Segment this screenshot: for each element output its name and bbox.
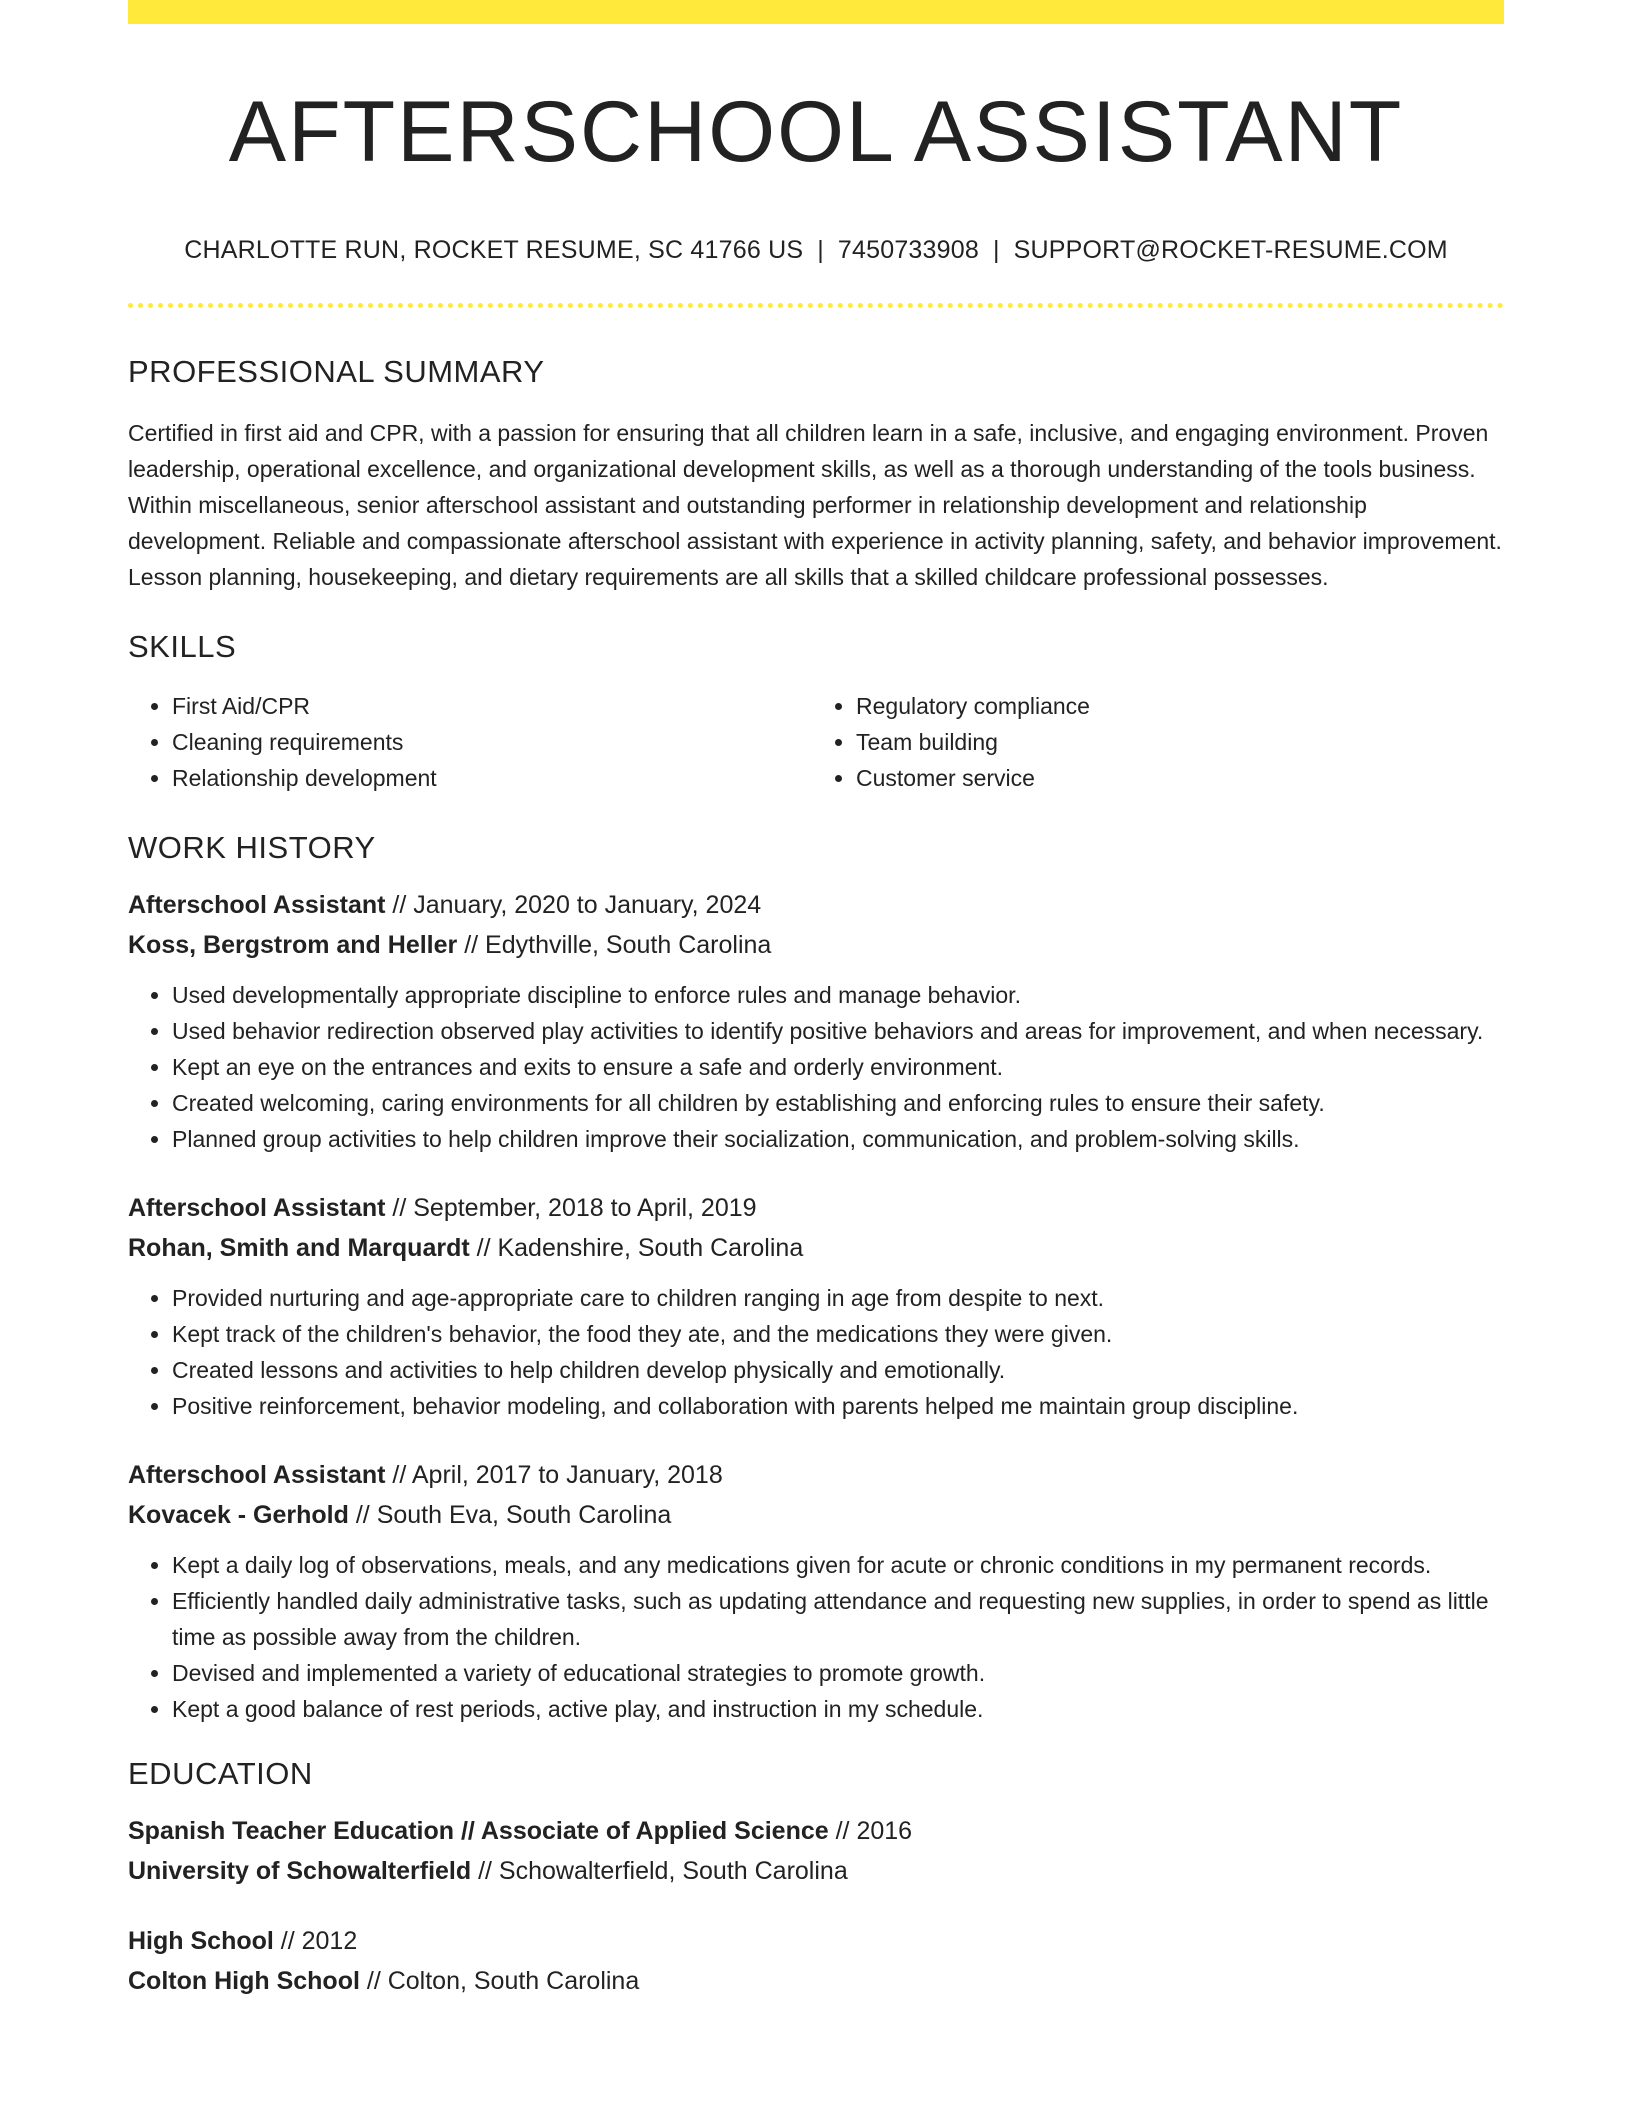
accent-bar xyxy=(128,0,1504,24)
job-title: Afterschool Assistant xyxy=(128,891,386,920)
education-degree: High School xyxy=(128,1927,274,1956)
skill-item: • Team building xyxy=(856,724,1486,760)
job-title: Afterschool Assistant xyxy=(128,1461,386,1490)
dotted-divider xyxy=(128,303,1504,308)
contact-email: SUPPORT@ROCKET-RESUME.COM xyxy=(1013,236,1448,265)
job-company: Koss, Bergstrom and Heller xyxy=(128,931,458,960)
job-company: Kovacek - Gerhold xyxy=(128,1501,349,1530)
job-dates: // September, 2018 to April, 2019 xyxy=(385,1194,757,1223)
education-entry xyxy=(128,1811,1504,1891)
contact-line xyxy=(128,234,1504,267)
education-school-line xyxy=(128,1961,1504,2001)
resume-page xyxy=(128,0,1504,2001)
education-heading: EDUCATION xyxy=(128,1756,313,1792)
skills-heading: SKILLS xyxy=(128,628,237,664)
job-bullet: • Used behavior redirection observed play activities to identify positive behaviors and areas for improvement, and when necessary. xyxy=(172,1013,1504,1049)
skill-item: • First Aid/CPR xyxy=(172,688,812,724)
skills-column-right xyxy=(812,688,1486,796)
job-title-line xyxy=(128,1455,1504,1495)
job-title: Afterschool Assistant xyxy=(128,1194,386,1223)
education-school-line xyxy=(128,1851,1504,1891)
job-entry xyxy=(128,1188,1504,1424)
education-location: // Colton, South Carolina xyxy=(359,1967,640,1996)
contact-address: CHARLOTTE RUN, ROCKET RESUME, SC 41766 US xyxy=(184,236,804,265)
skills-column-left xyxy=(128,688,812,796)
job-entry xyxy=(128,1455,1504,1727)
education-degree-line xyxy=(128,1811,1504,1851)
skill-item: • Regulatory compliance xyxy=(856,688,1486,724)
education-school: University of Schowalterfield xyxy=(128,1857,472,1886)
job-location: // South Eva, South Carolina xyxy=(348,1501,672,1530)
work-history-heading: WORK HISTORY xyxy=(128,830,376,866)
education-year: // 2016 xyxy=(828,1817,913,1846)
job-bullet: • Kept an eye on the entrances and exits to ensure a safe and orderly environment. xyxy=(172,1049,1504,1085)
summary-heading: PROFESSIONAL SUMMARY xyxy=(128,353,545,389)
job-company: Rohan, Smith and Marquardt xyxy=(128,1234,470,1263)
job-bullet: • Kept a daily log of observations, meals, and any medications given for acute or chronic conditions in my permanent records. xyxy=(172,1547,1504,1583)
job-bullet: • Provided nurturing and age-appropriate care to children ranging in age from despite to next. xyxy=(172,1280,1504,1316)
education-degree: Spanish Teacher Education // Associate of Applied Science xyxy=(128,1817,829,1846)
job-company-line xyxy=(128,925,1504,965)
education-school: Colton High School xyxy=(128,1967,360,1996)
education-degree-line xyxy=(128,1921,1504,1961)
job-company-line xyxy=(128,1228,1504,1268)
job-location: // Edythville, South Carolina xyxy=(457,931,772,960)
job-bullets xyxy=(128,1280,1504,1424)
job-bullet: • Kept track of the children's behavior, the food they ate, and the medications they were given. xyxy=(172,1316,1504,1352)
skill-item: • Cleaning requirements xyxy=(172,724,812,760)
contact-separator: | xyxy=(817,236,824,265)
job-bullets xyxy=(128,977,1504,1157)
job-bullet: • Positive reinforcement, behavior modeling, and collaboration with parents helped me maintain group discipline. xyxy=(172,1388,1504,1424)
job-bullet: • Used developmentally appropriate discipline to enforce rules and manage behavior. xyxy=(172,977,1504,1013)
skill-item: • Relationship development xyxy=(172,760,812,796)
job-bullet: • Kept a good balance of rest periods, active play, and instruction in my schedule. xyxy=(172,1691,1504,1727)
job-bullets xyxy=(128,1547,1504,1727)
job-company-line xyxy=(128,1495,1504,1535)
job-title-line xyxy=(128,885,1504,925)
job-dates: // January, 2020 to January, 2024 xyxy=(385,891,762,920)
job-location: // Kadenshire, South Carolina xyxy=(469,1234,804,1263)
job-bullet: • Efficiently handled daily administrative tasks, such as updating attendance and requesting new supplies, in order to spend as little time as possible away from the children. xyxy=(172,1583,1504,1655)
job-bullet: • Devised and implemented a variety of educational strategies to promote growth. xyxy=(172,1655,1504,1691)
job-bullet: • Planned group activities to help children improve their socialization, communication, and problem-solving skills. xyxy=(172,1121,1504,1157)
job-bullet: • Created lessons and activities to help children develop physically and emotionally. xyxy=(172,1352,1504,1388)
job-bullet: • Created welcoming, caring environments for all children by establishing and enforcing rules to ensure their safety. xyxy=(172,1085,1504,1121)
summary-text: Certified in first aid and CPR, with a passion for ensuring that all children learn in a safe, inclusive, and engaging environment. Proven leadership, operational excellence, and organizational development skills, as well as a thorough understanding of the tools business. Within miscellaneous, senior afterschool assistant and outstanding performer in relationship development and relationship development. Reliable and compassionate afterschool assistant with experience in activity planning, safety, and behavior improvement. Lesson planning, housekeeping, and dietary requirements are all skills that a skilled childcare professional possesses. xyxy=(128,419,1502,590)
education-location: // Schowalterfield, South Carolina xyxy=(471,1857,848,1886)
page-title: AFTERSCHOOL ASSISTANT xyxy=(228,84,1404,180)
contact-separator: | xyxy=(992,236,1000,265)
education-entry xyxy=(128,1921,1504,2001)
skills-list xyxy=(128,688,1504,796)
skill-item: • Customer service xyxy=(856,760,1486,796)
job-dates: // April, 2017 to January, 2018 xyxy=(385,1461,723,1490)
contact-phone: 7450733908 xyxy=(837,236,979,265)
job-title-line xyxy=(128,1188,1504,1228)
education-year: // 2012 xyxy=(273,1927,358,1956)
job-entry xyxy=(128,885,1504,1157)
